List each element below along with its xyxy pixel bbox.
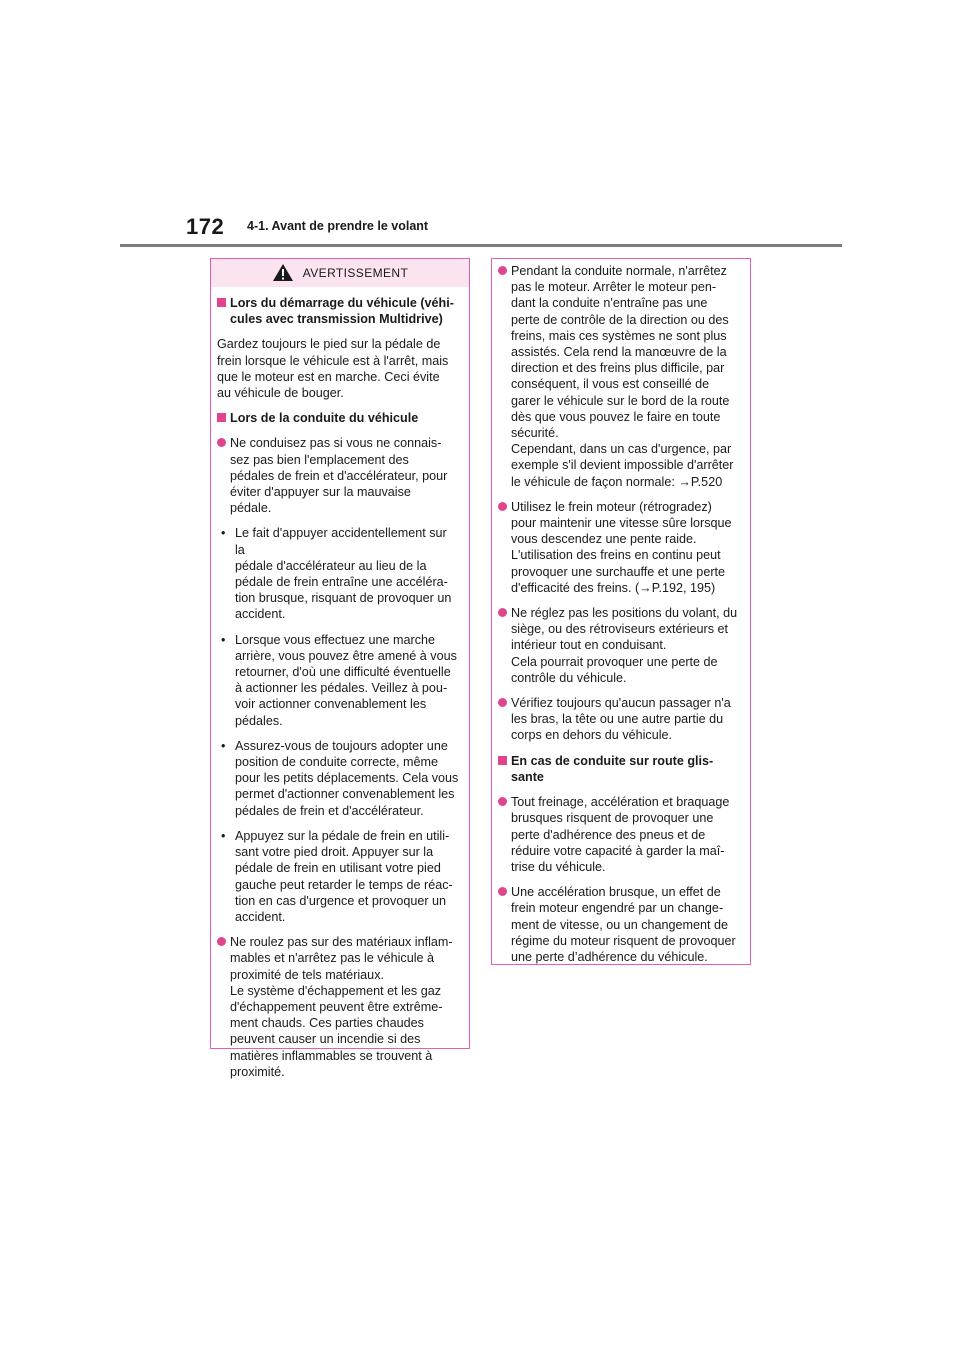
bullet-text: Tout freinage, accélération et braquage brusques risquent de provoquer une perte d'adhérence des pneus et de réduire votre capacité à garder la maî- trise du véhicule.	[511, 795, 730, 874]
warning-header	[211, 259, 469, 287]
section-heading	[498, 753, 740, 785]
sub-text: Le fait d'appuyer accidentellement sur la pédale d'accélérateur au lieu de la pédale de frein entraîne une accéléra- tion brusque, risquant de provoquer un accident.	[235, 526, 452, 622]
bullet-item	[217, 934, 459, 1080]
bullet-item	[498, 884, 740, 965]
bullet-item	[217, 435, 459, 516]
bullet-text: Vérifiez toujours qu'aucun passager n'a les bras, la tête ou une autre partie du corps en dehors du véhicule.	[511, 696, 731, 743]
bullet-item	[498, 695, 740, 744]
warning-content-left	[211, 287, 469, 1080]
bullet-text: Ne roulez pas sur des matériaux inflam- mables et n'arrêtez pas le véhicule à proximité de tels matériaux. Le système d'échappement et les gaz d'échappement peuvent être extrême- ment chauds. Ces parties chaudes peuvent causer un incendie si des matières inflammables se trouvent à proximité.	[230, 935, 453, 1079]
paragraph	[217, 336, 459, 401]
warning-box-right	[491, 258, 751, 965]
bullet-item	[498, 263, 740, 490]
sub-text: Lorsque vous effectuez une marche arrière, vous pouvez être amené à vous retourner, d'où une difficulté éventuelle à actionner les pédales. Veillez à pou- voir actionner convenablement les pédales.	[235, 632, 457, 728]
bullet-text: Utilisez le frein moteur (rétrogradez) pour maintenir une vitesse sûre lorsque vous descendez une pente raide. L'utilisation des freins en continu peut provoquer une surchauffe et une perte d'efficacité des freins. (→P.192, 195)	[511, 499, 732, 595]
circle-bullet-icon	[217, 937, 226, 946]
sub-item	[217, 525, 459, 622]
warning-box-left	[210, 258, 470, 1079]
circle-bullet-icon	[498, 502, 507, 511]
heading-text: Lors du démarrage du véhicule (véhi- cules avec transmission Multidrive)	[230, 296, 454, 327]
sub-item	[217, 738, 459, 819]
circle-bullet-icon	[498, 887, 507, 896]
heading-text: En cas de conduite sur route glis- sante	[511, 753, 714, 784]
dot-marker-icon: •	[221, 632, 226, 647]
dot-marker-icon: •	[221, 738, 226, 753]
square-bullet-icon	[217, 413, 226, 422]
circle-bullet-icon	[498, 797, 507, 806]
warning-content-right	[492, 259, 750, 965]
square-bullet-icon	[217, 298, 226, 307]
circle-bullet-icon	[498, 608, 507, 617]
bullet-item	[498, 499, 740, 596]
section-heading	[217, 295, 459, 327]
bullet-item	[498, 794, 740, 875]
circle-bullet-icon	[217, 438, 226, 447]
sub-text: Assurez-vous de toujours adopter une position de conduite correcte, même pour les petits déplacements. Cela vous permet d'actionner convenablement les pédales de frein et d'accélérateur.	[235, 738, 459, 818]
sub-text: Appuyez sur la pédale de frein en utili- sant votre pied droit. Appuyer sur la pédale de frein en utilisant votre pied gauche peut retarder le temps de réac- tion en cas d'urgence et provoquer un accident.	[235, 828, 453, 924]
section-title: 4-1. Avant de prendre le volant	[247, 219, 429, 233]
warning-triangle-icon	[272, 263, 294, 282]
sub-item	[217, 828, 459, 925]
square-bullet-icon	[498, 756, 507, 765]
dot-marker-icon: •	[221, 526, 226, 541]
section-heading	[217, 410, 459, 426]
circle-bullet-icon	[498, 698, 507, 707]
bullet-item	[498, 605, 740, 686]
bullet-text: Ne réglez pas les positions du volant, du siège, ou des rétroviseurs extérieurs et intérieur tout en conduisant. Cela pourrait provoquer une perte de contrôle du véhicule.	[511, 606, 738, 685]
page-number: 172	[186, 214, 225, 239]
warning-label: AVERTISSEMENT	[302, 265, 409, 280]
circle-bullet-icon	[498, 266, 507, 275]
heading-text: Lors de la conduite du véhicule	[230, 411, 419, 426]
dot-marker-icon: •	[221, 828, 226, 843]
bullet-text: Ne conduisez pas si vous ne connais- sez pas bien l'emplacement des pédales de frein et d'accélérateur, pour éviter d'appuyer sur la mauvaise pédale.	[230, 436, 448, 516]
bullet-text: Pendant la conduite normale, n'arrêtez pas le moteur. Arrêter le moteur pen- dant la conduite n'entraîne pas une perte de contrôle de la direction ou des freins, mais ces systèmes ne sont plus assistés. Cela rend la manœuvre de la direction et des freins plus difficile, par conséquent, il vous est conseillé de garer le véhicule sur le bord de la route dès que vous pouvez le faire en toute sécurité. Cependant, dans un cas d'urgence, par exemple s'il devient impossible d'arrêter le véhicule de façon normale: →P.520	[511, 264, 734, 489]
para-text: Gardez toujours le pied sur la pédale de frein lorsque le véhicule est à l'arrêt, mais que le moteur est en marche. Ceci évite au véhicule de bouger.	[217, 337, 449, 401]
header-divider	[120, 244, 842, 247]
bullet-text: Une accélération brusque, un effet de frein moteur engendré par un change- ment de vitesse, ou un changement de régime du moteur risquent de provoquer une perte d’adhérence du véhicule.	[511, 885, 736, 964]
sub-item	[217, 632, 459, 729]
